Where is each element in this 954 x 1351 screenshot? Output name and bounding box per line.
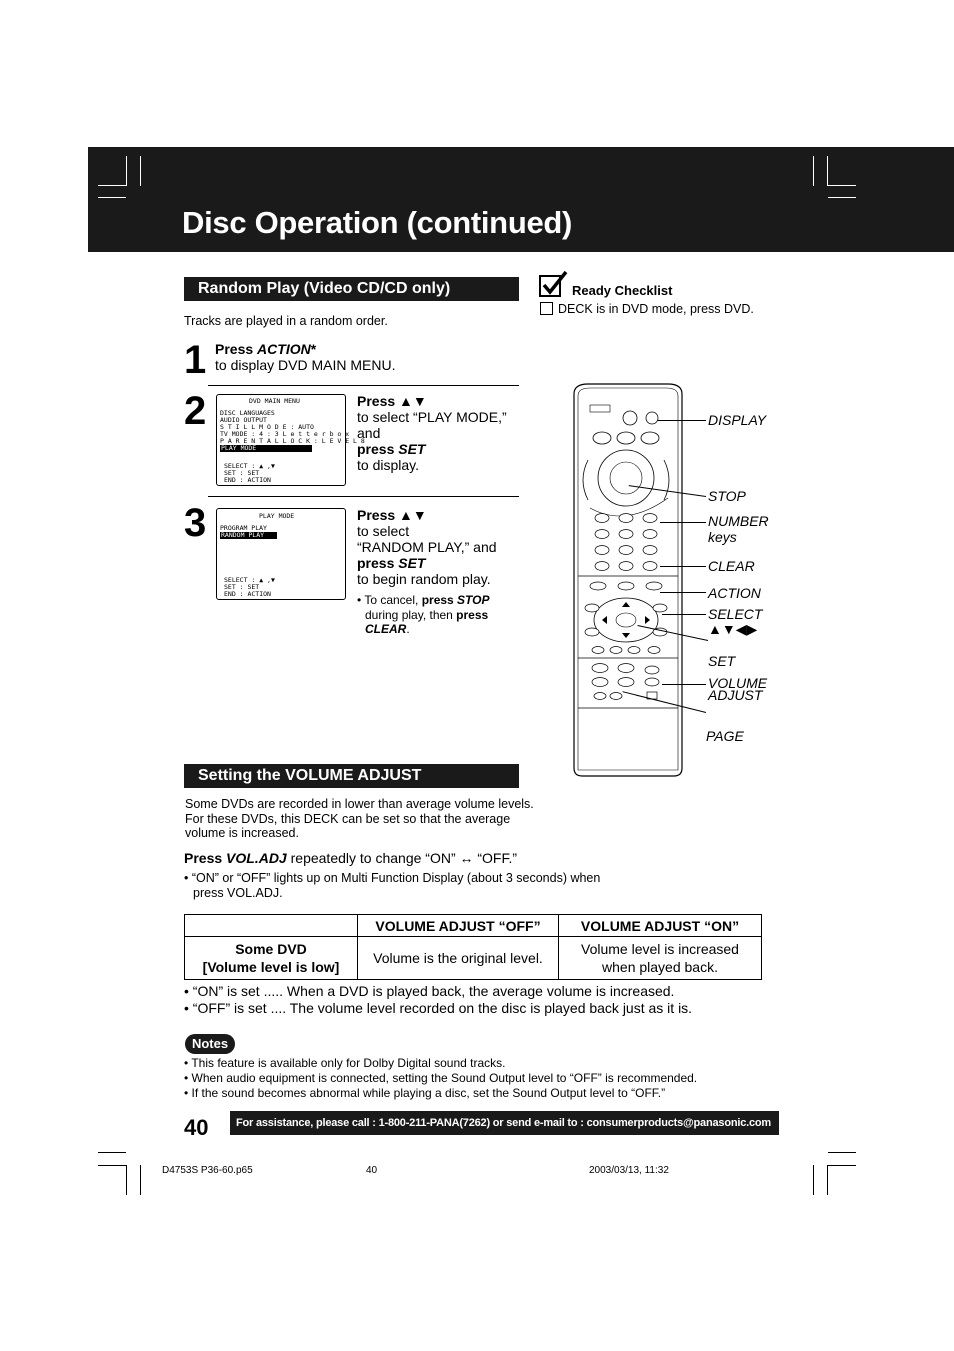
step-3-text — [357, 507, 497, 587]
step-2-line: and — [357, 425, 381, 441]
callout-adjust: ADJUST — [708, 687, 763, 703]
clear-key: CLEAR — [365, 622, 407, 636]
note-item: • If the sound becomes abnormal while playing a disc, set the Sound Output level to “OFF.” — [184, 1086, 666, 1100]
leader-line — [660, 566, 706, 567]
action-key: ACTION — [257, 341, 311, 357]
screen-row: DISC LANGUAGES — [220, 409, 275, 417]
play-mode-screen — [216, 508, 346, 600]
leader-line — [660, 522, 706, 523]
random-play-intro: Tracks are played in a random order. — [184, 314, 388, 328]
bullet-line: • “ON” or “OFF” lights up on Multi Function Display (about 3 seconds) when — [184, 871, 601, 885]
callout-keys: keys — [708, 529, 737, 545]
screen-row: P A R E N T A L L O C K : L E V E L 8 — [220, 437, 365, 445]
step-2-number: 2 — [184, 389, 207, 433]
page-number: 40 — [184, 1115, 209, 1140]
screen-title: PLAY MODE — [259, 512, 295, 520]
cancel-period: . — [406, 622, 410, 636]
table-header-empty — [185, 915, 358, 937]
screen-selected-row: RANDOM PLAY — [220, 532, 277, 539]
cancel-press: press — [456, 607, 489, 622]
press-label: Press — [184, 850, 227, 866]
step-1-star: * — [310, 341, 317, 357]
checklist-box — [540, 302, 553, 315]
vol-adj-key: VOL.ADJ — [226, 850, 287, 866]
crop-mark — [98, 185, 126, 186]
press-rest: repeatedly to change “ON” ↔ “OFF.” — [286, 850, 518, 866]
screen-footer-row: SELECT : ▲ ,▼ — [224, 462, 275, 470]
callout-volume: VOLUME — [708, 675, 768, 691]
on-explanation: • “ON” is set ..... When a DVD is played back, the average volume is increased. — [184, 983, 675, 999]
row-label-line: Some DVD — [235, 941, 307, 957]
assistance-bar: For assistance, please call : 1-800-211-PANA(7262) or send e-mail to : consumerproducts@panasonic.com — [230, 1111, 779, 1135]
cancel-note — [357, 593, 490, 637]
intro-line: volume is increased. — [185, 826, 299, 840]
crop-mark — [827, 1165, 828, 1195]
table-header-off: VOLUME ADJUST “OFF” — [358, 915, 559, 937]
screen-footer-row: SET : SET — [224, 469, 260, 477]
footer-page: 40 — [366, 1165, 378, 1176]
callout-display: DISPLAY — [708, 412, 767, 428]
row-label-line: [Volume level is low] — [202, 959, 340, 975]
volume-bullet — [184, 871, 600, 900]
note-item: • When audio equipment is connected, setting the Sound Output level to “OFF” is recommended. — [184, 1071, 698, 1085]
volume-intro — [185, 797, 534, 841]
checklist-item: DECK is in DVD mode, press DVD. — [558, 302, 754, 316]
table-row-label — [185, 937, 358, 980]
screen-title: DVD MAIN MENU — [249, 397, 300, 405]
step-1-rest: to display DVD MAIN MENU. — [215, 357, 396, 373]
divider — [208, 385, 519, 386]
screen-row: TV MODE : 4 : 3 L e t t e r b o x — [220, 430, 350, 438]
crop-mark — [98, 1152, 126, 1153]
step-1-number: 1 — [184, 338, 207, 382]
callout-page: PAGE — [706, 728, 744, 744]
set-key: SET — [398, 555, 426, 571]
table-header-on: VOLUME ADJUST “ON” — [559, 915, 762, 937]
table-cell-off: Volume is the original level. — [358, 937, 559, 980]
screen-row: PROGRAM PLAY — [220, 524, 267, 532]
leader-line — [662, 684, 706, 685]
step-2-press: Press ▲▼ — [357, 393, 427, 409]
cancel-press: press — [421, 593, 458, 607]
crop-mark — [828, 1165, 856, 1166]
step-2-line: to select “PLAY MODE,” — [357, 409, 507, 425]
callout-action: ACTION — [708, 585, 761, 601]
stop-key: STOP — [457, 593, 490, 607]
leader-line — [658, 420, 706, 421]
note-item: • This feature is available only for Dolby Digital sound tracks. — [184, 1056, 506, 1070]
step-3-press: Press ▲▼ — [357, 507, 427, 523]
crop-mark — [828, 185, 856, 186]
callout-arrows: ▲▼◀▶ — [708, 621, 758, 637]
notes-badge: Notes — [185, 1034, 235, 1054]
crop-mark — [126, 156, 127, 186]
set-key: SET — [398, 441, 426, 457]
screen-footer-row: END : ACTION — [224, 476, 271, 484]
intro-line: For these DVDs, this DECK can be set so that the average — [185, 811, 511, 826]
step-2-line: to display. — [357, 457, 419, 473]
screen-row: AUDIO OUTPUT — [220, 416, 267, 424]
step-2-press-set: press — [357, 441, 399, 457]
step-3-number: 3 — [184, 501, 207, 545]
remote-control-illustration — [568, 380, 688, 778]
step-3-line: “RANDOM PLAY,” and — [357, 539, 497, 555]
leader-line — [662, 614, 706, 615]
intro-line: Some DVDs are recorded in lower than average volume levels. — [185, 797, 534, 811]
crop-mark — [813, 156, 814, 186]
step-1-press: Press — [215, 341, 258, 357]
cancel-text: • To cancel, — [357, 593, 422, 607]
off-explanation: • “OFF” is set .... The volume level recorded on the disc is played back just as it is. — [184, 1000, 693, 1016]
cell-line: when played back. — [602, 959, 718, 975]
screen-footer-row: SET : SET — [224, 583, 260, 591]
volume-press-line — [184, 850, 517, 866]
callout-select: SELECT — [708, 606, 763, 622]
crop-mark — [140, 156, 141, 186]
volume-adjust-heading: Setting the VOLUME ADJUST — [184, 764, 519, 788]
cancel-text: during play, then — [365, 607, 457, 622]
callout-clear: CLEAR — [708, 558, 755, 574]
callout-number: NUMBER — [708, 513, 769, 529]
screen-selected-row: PLAY MODE — [220, 445, 312, 452]
divider — [208, 496, 519, 497]
volume-adjust-table — [184, 914, 762, 980]
crop-mark — [813, 1165, 814, 1195]
callout-stop: STOP — [708, 488, 746, 504]
footer-date: 2003/03/13, 11:32 — [589, 1165, 669, 1176]
footer-filename: D4753S P36-60.p65 — [162, 1165, 253, 1176]
screen-footer-row: END : ACTION — [224, 590, 271, 598]
crop-mark — [828, 197, 856, 198]
leader-line — [660, 592, 706, 593]
screen-footer-row: SELECT : ▲ ,▼ — [224, 576, 275, 584]
bullet-line: press VOL.ADJ. — [193, 885, 283, 900]
crop-mark — [98, 1165, 126, 1166]
cell-line: Volume level is increased — [581, 941, 739, 957]
step-3-line: to select — [357, 523, 410, 539]
screen-row: S T I L L M O D E : AUTO — [220, 423, 314, 431]
dvd-main-menu-screen — [216, 394, 365, 486]
crop-mark — [98, 197, 126, 198]
step-1-text — [215, 341, 395, 373]
crop-mark — [828, 1152, 856, 1153]
table-cell-on — [559, 937, 762, 980]
step-3-press-set: press — [357, 555, 399, 571]
checkmark-icon — [539, 270, 569, 300]
checklist-title: Ready Checklist — [572, 283, 673, 298]
crop-mark — [827, 156, 828, 186]
crop-mark — [126, 1165, 127, 1195]
step-3-line: to begin random play. — [357, 571, 491, 587]
callout-set: SET — [708, 653, 736, 669]
page-title: Disc Operation (continued) — [182, 205, 573, 240]
random-play-heading: Random Play (Video CD/CD only) — [184, 277, 519, 301]
crop-mark — [140, 1165, 141, 1195]
step-2-text — [357, 393, 507, 473]
